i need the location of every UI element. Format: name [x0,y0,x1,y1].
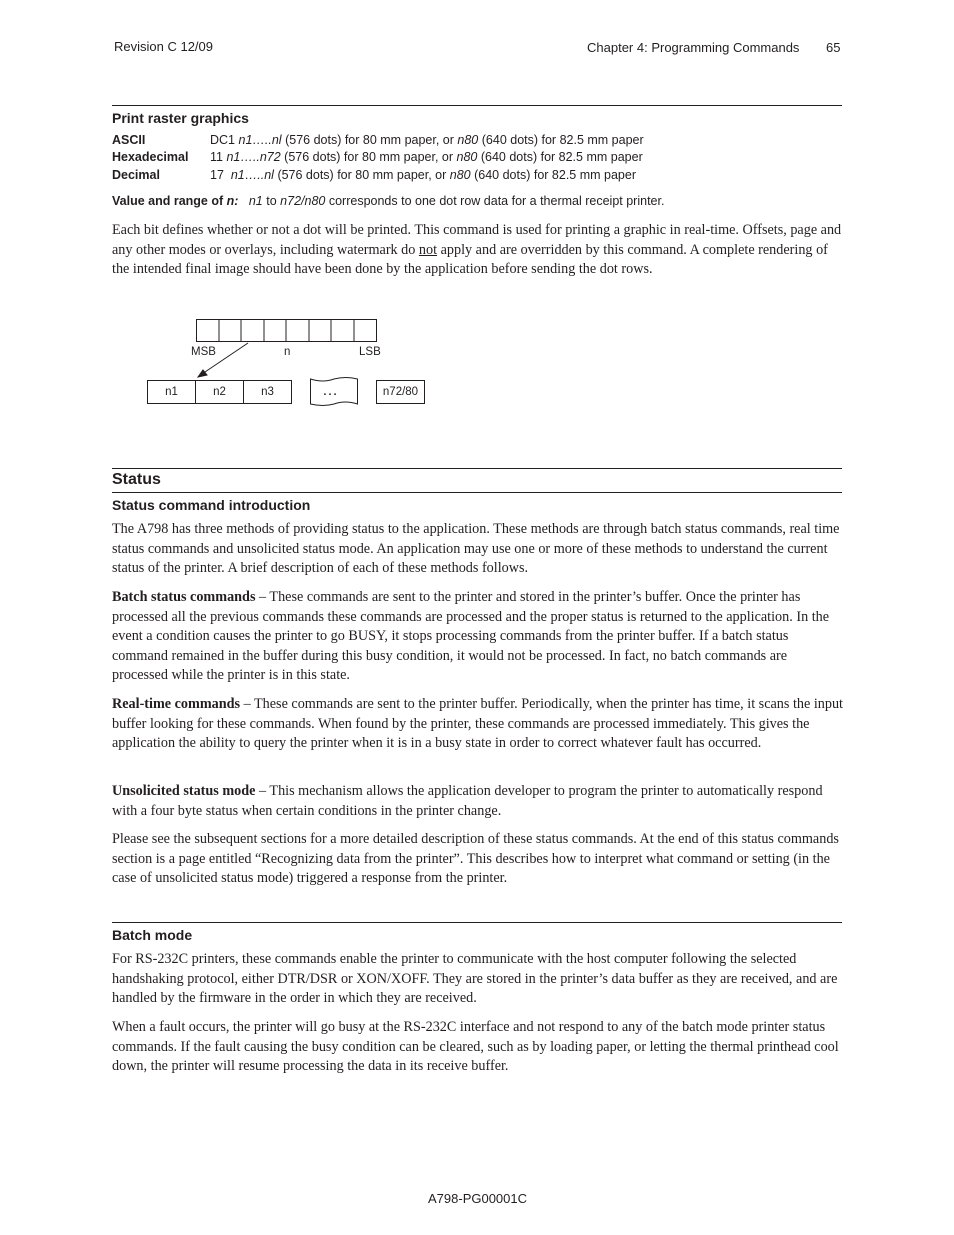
n80-var: n80 [456,150,478,164]
dots-576-text: (576 dots) for 80 mm paper, or [277,168,447,182]
byte-cell: n3 [243,380,292,404]
dots-576-text: (576 dots) for 80 mm paper, or [284,150,454,164]
msb-label: MSB [191,346,216,358]
raster-description [112,221,844,280]
desc-not: not [418,241,438,258]
section-divider [112,468,842,469]
dots-640-text: (640 dots) for 82.5 mm paper [474,168,636,182]
batch-mode-title: Batch mode [112,927,193,943]
see-sections-paragraph: Please see the subsequent sections for a more detailed description of these status commands. At the end of this status commands section is a page entitled “Recognizing data from the printer”. This describes how to interpret what command or setting (in the case of unsolicited status mode) triggered a response from the printer. [112,831,839,887]
dec-code: 17 [210,168,224,182]
realtime-text: – These commands are sent to the printer buffer. Periodically, when the printer has time, it scans the input buffer looking for these commands. When found by the printer, these commands are processed immediately. This gives the application the ability to query the printer when it is in a busy state in order to correct whatever fault has occurred. [112,696,844,752]
hex-row [112,150,643,164]
value-to: n72/n80 [280,194,326,208]
raster-title: Print raster graphics [112,110,249,126]
n80-var: n80 [449,168,471,182]
status-intro-title: Status command introduction [112,497,311,513]
lsb-label: LSB [359,346,381,358]
unsolicited-paragraph [112,782,844,821]
dec-row [112,168,636,182]
desc-part1: Each bit defines whether or not a dot will be printed. This command is used for printing a graphic in real-time. Offsets, page and any other modes or overlays, including watermark do [112,222,842,258]
ascii-range: n1…..nl [238,133,282,147]
value-var: n: [226,194,239,208]
batch-mode-para1: For RS-232C printers, these commands enable the printer to communicate with the host computer following the selected handshaking protocol, either DTR/DSR or XON/XOFF. They are stored in the printer’s data buffer as they are received, and are handled by the firmware in the order in which they are received. [112,951,838,1007]
value-range-row [112,194,664,208]
dots-640-text: (640 dots) for 82.5 mm paper [480,150,643,164]
ascii-label: ASCII [112,133,146,147]
revision-label: Revision C 12/09 [114,39,213,54]
value-from: n1 [248,194,263,208]
dec-range: n1…..nl [230,168,274,182]
status-title: Status [112,471,161,488]
batch-status-text: – These commands are sent to the printer and stored in the printer’s buffer. Once the printer has processed all the previous commands these commands are processed and the proper status is returned to the application. In the event a condition causes the printer to go BUSY, it stops processing commands from the printer buffer. If a batch status command remained in the buffer during this busy condition, it would not be processed. In fact, no batch commands are processed while the printer is in this state. [112,589,830,684]
unsolicited-text: – This mechanism allows the application developer to program the printer to automatically respond with a four byte status when certain conditions in the printer change. [112,783,823,819]
document-id: A798-PG00001C [428,1191,528,1206]
batch-mode-para2: When a fault occurs, the printer will go busy at the RS-232C interface and not respond to any of the batch mode printer status commands. If the fault causing the busy condition can be cleared, such as by loading paper, or letting the thermal printhead cool down, the printer will resume processing the data in its receive buffer. [112,1019,839,1075]
ascii-row [112,133,644,147]
batch-status-term: Batch status commands [112,589,256,605]
chapter-title: Chapter 4: Programming Commands [587,40,800,55]
batch-status-paragraph [112,588,844,686]
byte-cell-last: n72/80 [376,380,425,404]
section-divider [112,105,842,106]
realtime-term: Real-time commands [112,696,241,712]
section-divider [112,492,842,493]
dec-label: Decimal [112,168,160,182]
section-divider [112,922,842,923]
hex-label: Hexadecimal [112,150,189,164]
ascii-code: DC1 [210,133,236,147]
ellipsis-label: … [322,382,339,399]
n80-var: n80 [457,133,479,147]
value-label: Value and range of [112,194,224,208]
dots-640-text: (640 dots) for 82.5 mm paper [481,133,644,147]
unsolicited-term: Unsolicited status mode [112,783,256,799]
n-label: n [284,346,291,358]
desc-part2: apply and are overridden by this command. A complete rendering of the intended final image should have been done by the application before sending the dot rows. [112,241,828,278]
value-to-word: to [266,194,277,208]
hex-code: 11 [210,150,223,164]
bit-cells [197,320,377,342]
value-desc: corresponds to one dot row data for a thermal receipt printer. [328,194,665,208]
byte-cell: n1 [147,380,196,404]
hex-range: n1…..n72 [226,150,281,164]
dot-row-diagram [140,310,440,420]
status-intro-text: The A798 has three methods of providing status to the application. These methods are through batch status commands, real time status commands and unsolicited status mode. An application may use one or more of these methods to understand the current status of the printer. A brief description of each of these methods follows. [112,521,840,577]
realtime-paragraph [112,695,844,754]
page-number: 65 [826,40,841,55]
byte-cell: n2 [195,380,244,404]
dots-576-text: (576 dots) for 80 mm paper, or [285,133,454,147]
